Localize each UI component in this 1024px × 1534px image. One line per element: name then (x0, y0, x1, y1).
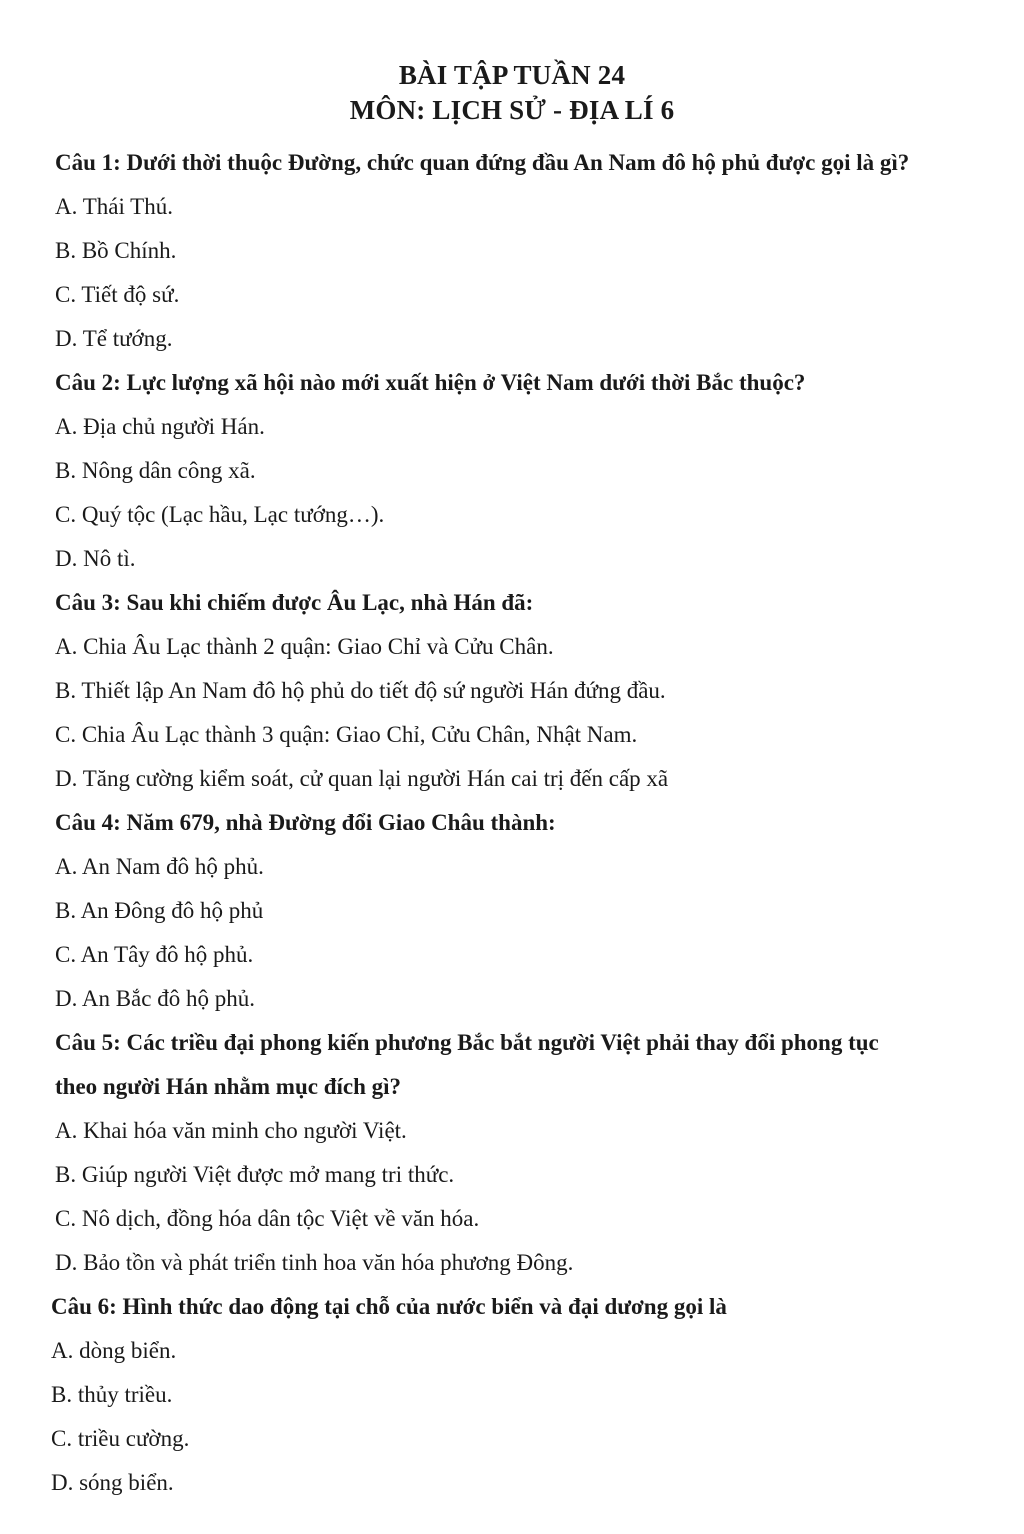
question-1-option-c: C. Tiết độ sứ. (55, 282, 180, 307)
question-4: Câu 4: Năm 679, nhà Đường đổi Giao Châu thành: (55, 810, 556, 835)
question-6-option-a: A. dòng biển. (51, 1338, 177, 1363)
question-5-option-b: B. Giúp người Việt được mở mang tri thức. (55, 1162, 455, 1187)
question-5-option-d: D. Bảo tồn và phát triển tinh hoa văn hóa phương Đông. (55, 1250, 574, 1275)
question-4-option-c: C. An Tây đô hộ phủ. (55, 942, 254, 967)
question-1-option-a: A. Thái Thú. (55, 194, 173, 219)
question-4-option-a: A. An Nam đô hộ phủ. (55, 854, 264, 879)
question-6: Câu 6: Hình thức dao động tại chỗ của nước biển và đại dương gọi là (51, 1294, 727, 1319)
question-6-option-c: C. triều cường. (51, 1426, 190, 1451)
question-6-option-d: D. sóng biển. (51, 1470, 174, 1495)
question-5-option-c: C. Nô dịch, đồng hóa dân tộc Việt về văn hóa. (55, 1206, 480, 1231)
question-1: Câu 1: Dưới thời thuộc Đường, chức quan đứng đầu An Nam đô hộ phủ được gọi là gì? (55, 150, 910, 175)
question-2-option-a: A. Địa chủ người Hán. (55, 414, 265, 439)
question-5-line-1: Câu 5: Các triều đại phong kiến phương Bắc bắt người Việt phải thay đổi phong tục (55, 1030, 879, 1055)
question-3-option-d: D. Tăng cường kiểm soát, cử quan lại người Hán cai trị đến cấp xã (55, 766, 669, 791)
question-6-option-b: B. thủy triều. (51, 1382, 173, 1407)
question-5-option-a: A. Khai hóa văn minh cho người Việt. (55, 1118, 407, 1143)
question-3-option-a: A. Chia Âu Lạc thành 2 quận: Giao Chỉ và Cửu Chân. (55, 634, 554, 659)
worksheet-title: BÀI TẬP TUẦN 24 (398, 60, 626, 90)
subject-title: MÔN: LỊCH SỬ - ĐỊA LÍ 6 (349, 95, 675, 125)
question-3-option-c: C. Chia Âu Lạc thành 3 quận: Giao Chỉ, Cửu Chân, Nhật Nam. (55, 722, 638, 747)
question-2-option-b: B. Nông dân công xã. (55, 458, 256, 483)
question-4-option-b: B. An Đông đô hộ phủ (55, 898, 264, 923)
question-1-option-b: B. Bồ Chính. (55, 238, 177, 263)
question-3: Câu 3: Sau khi chiếm được Âu Lạc, nhà Hán đã: (55, 590, 534, 615)
question-4-option-d: D. An Bắc đô hộ phủ. (55, 986, 255, 1011)
question-2-option-d: D. Nô tì. (55, 546, 136, 571)
question-3-option-b: B. Thiết lập An Nam đô hộ phủ do tiết độ sứ người Hán đứng đầu. (55, 678, 666, 703)
question-2-option-c: C. Quý tộc (Lạc hầu, Lạc tướng…). (55, 502, 385, 527)
question-1-option-d: D. Tể tướng. (55, 326, 173, 351)
question-2: Câu 2: Lực lượng xã hội nào mới xuất hiện ở Việt Nam dưới thời Bắc thuộc? (55, 370, 806, 395)
question-5-line-2: theo người Hán nhằm mục đích gì? (55, 1074, 402, 1099)
